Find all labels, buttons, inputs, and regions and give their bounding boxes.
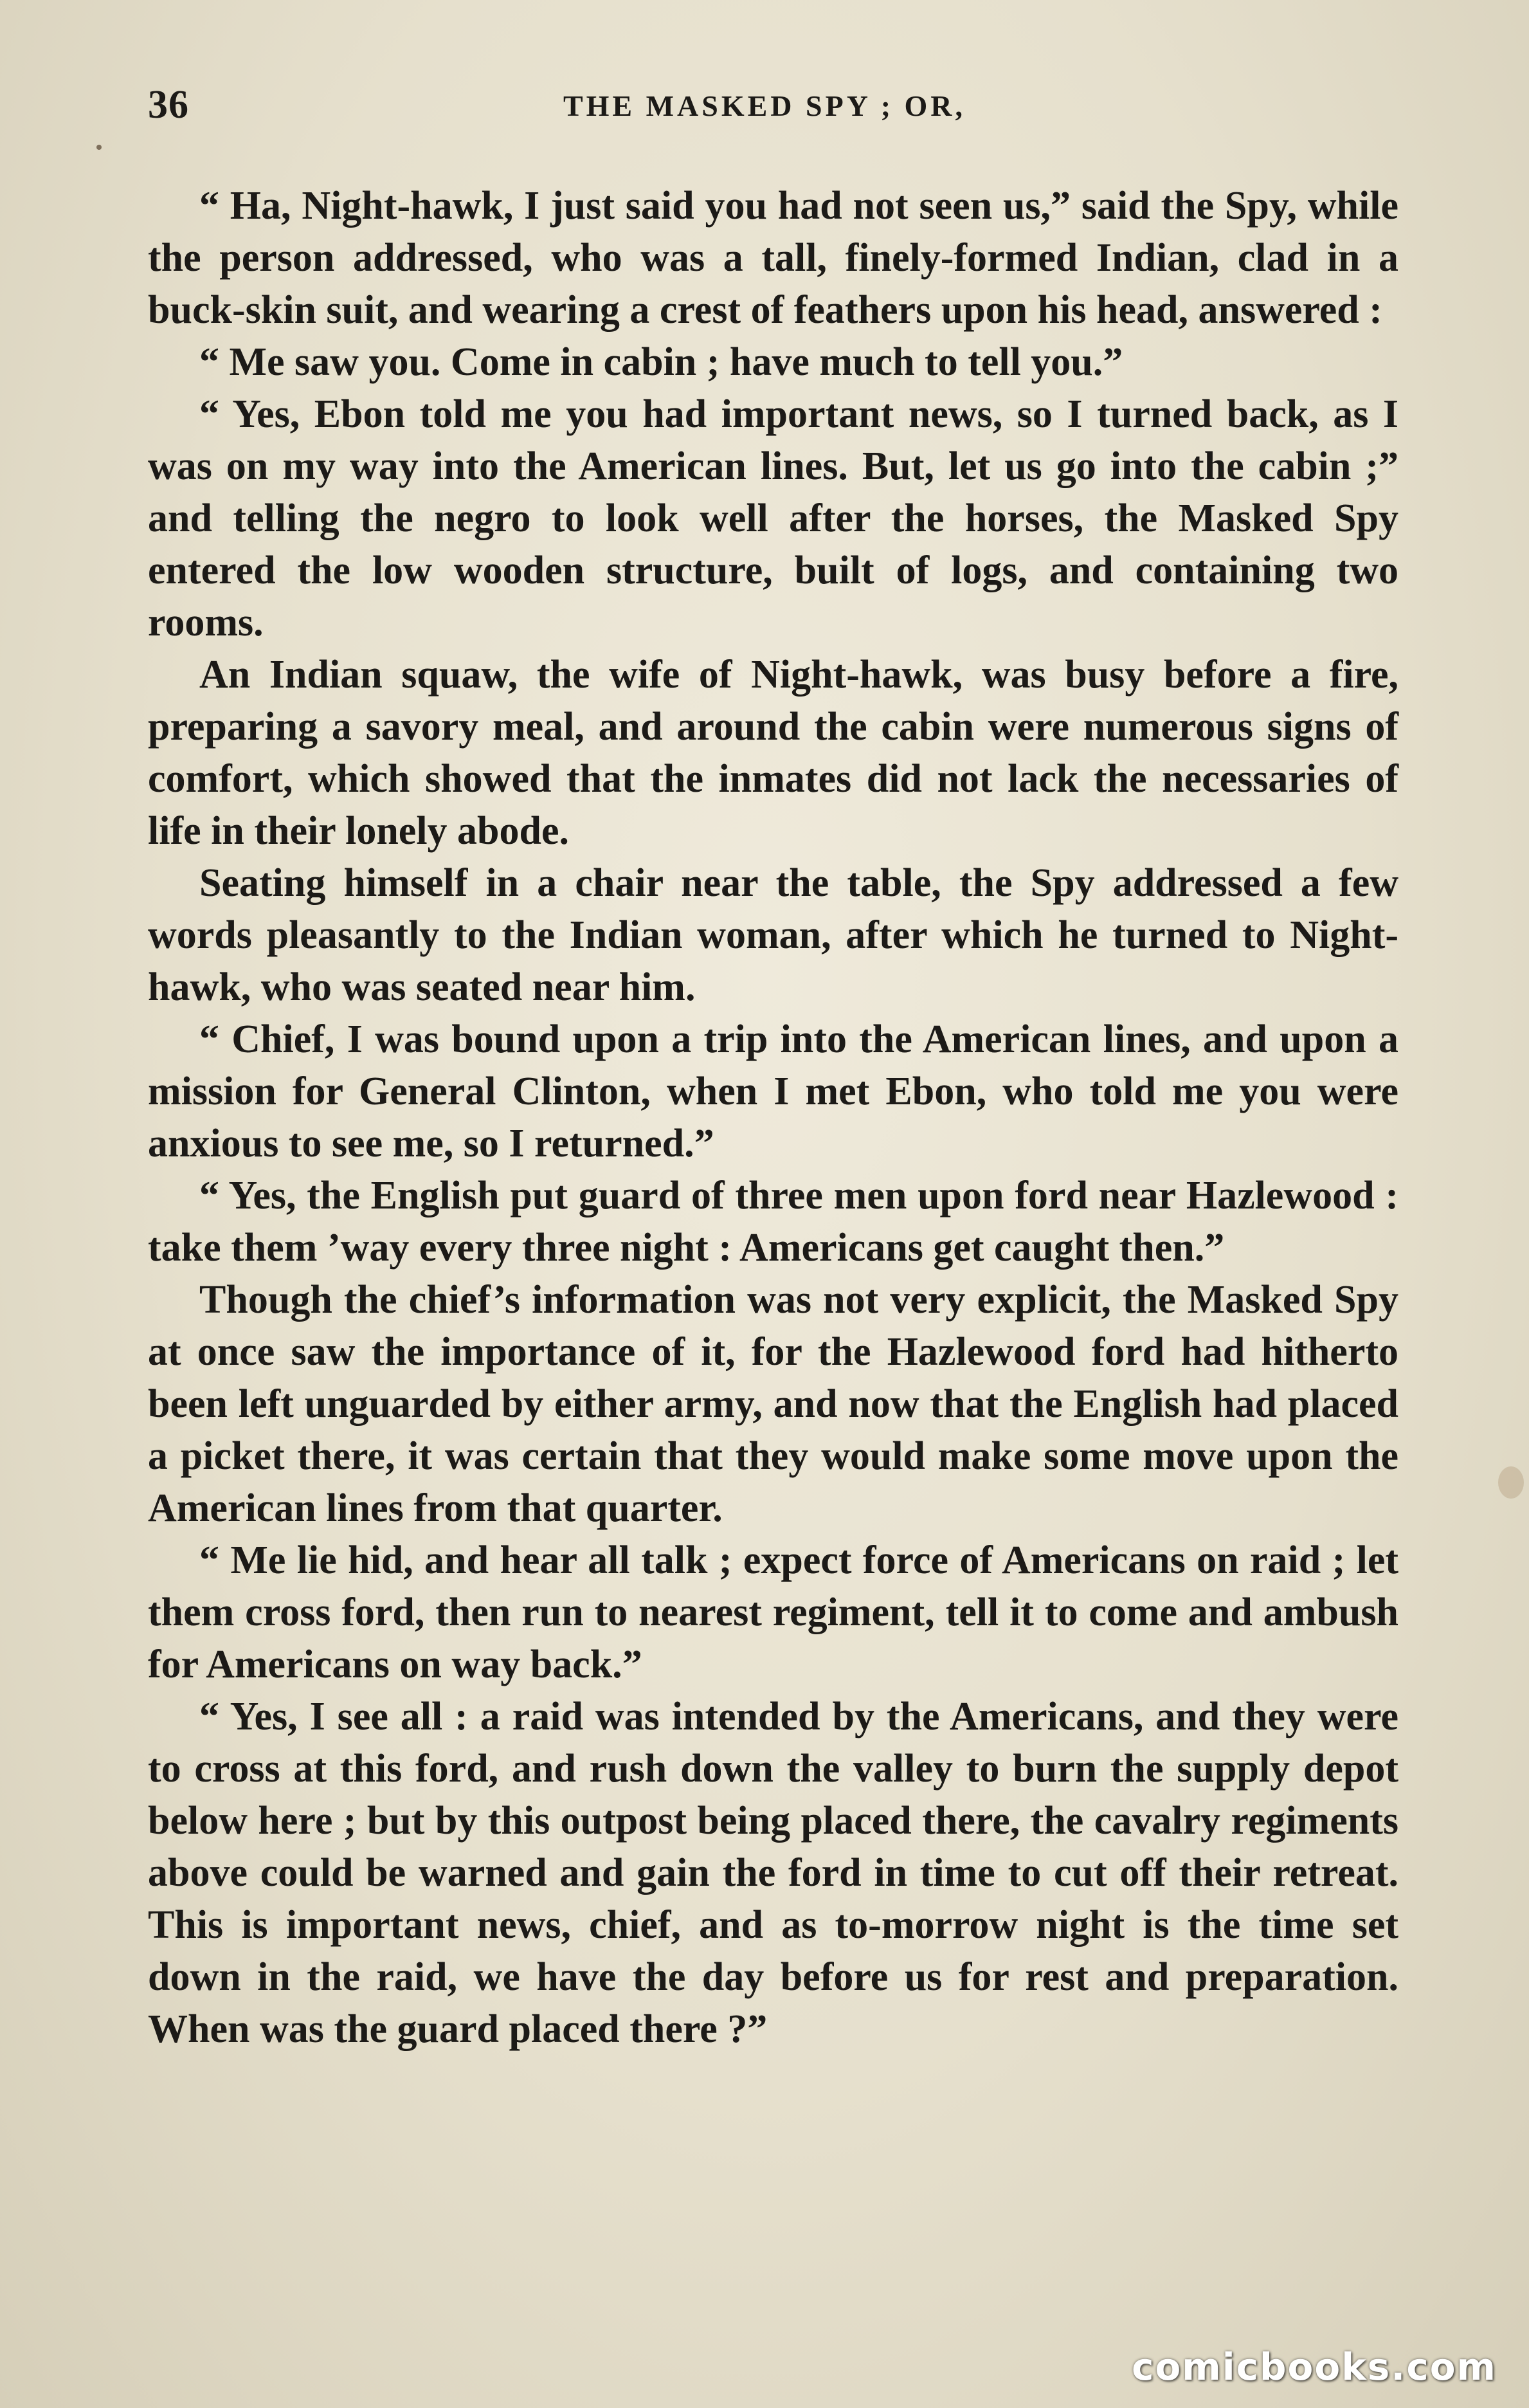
page-stain: [96, 145, 102, 150]
body-text: [148, 180, 1398, 2056]
page-stain: [1498, 1466, 1524, 1499]
paragraph: “ Me saw you. Come in cabin ; have much to tell you.”: [199, 340, 1123, 384]
page-number: 36: [148, 83, 189, 127]
paragraph: Seating himself in a chair near the table, the Spy addressed a few words pleasantly to the Indian woman, after which he turned to Night-hawk, who was seated near him.: [148, 861, 1398, 1009]
paragraph: “ Me lie hid, and hear all talk ; expect force of Americans on raid ; let them cross ford, then run to nearest regiment, tell it to come and ambush for Americans on way back.”: [148, 1538, 1398, 1686]
paragraph: “ Chief, I was bound upon a trip into the American lines, and upon a mission for General Clinton, when I met Ebon, who told me you were anxious to see me, so I returned.”: [148, 1017, 1398, 1165]
paragraph: “ Ha, Night-hawk, I just said you had not seen us,” said the Spy, while the person addressed, who was a tall, finely-formed Indian, clad in a buck-skin suit, and wearing a crest of feathers upon his head, answered :: [148, 184, 1398, 332]
paragraph: Though the chief’s information was not very explicit, the Masked Spy at once saw the importance of it, for the Hazlewood ford had hitherto been left unguarded by either army, and now that the English had placed a picket there, it was certain that they would make some move upon the American lines from that quarter.: [148, 1278, 1398, 1530]
running-head: THE MASKED SPY ; OR,: [563, 89, 966, 122]
paragraph: An Indian squaw, the wife of Night-hawk, was busy before a fire, preparing a savory meal, and around the cabin were numerous signs of comfort, which showed that the inmates did not lack the necessaries of life in their lonely abode.: [148, 653, 1398, 853]
paragraph: “ Yes, Ebon told me you had important news, so I turned back, as I was on my way into the American lines. But, let us go into the cabin ;” and telling the negro to look well after the horses, the Masked Spy entered the low wooden structure, built of logs, and containing two rooms.: [148, 392, 1398, 644]
paragraph: “ Yes, I see all : a raid was intended by the Americans, and they were to cross at this ford, and rush down the valley to burn the supply depot below here ; but by this outpost being placed there, the cavalry regiments above could be warned and gain the ford in time to cut off their retreat. This is important news, chief, and as to-morrow night is the time set down in the raid, we have the day before us for rest and preparation. When was the guard placed there ?”: [148, 1695, 1398, 2051]
watermark: comicbooks.com: [1132, 2345, 1497, 2389]
paragraph: “ Yes, the English put guard of three men upon ford near Hazlewood : take them ’way every three night : Americans get caught then.”: [148, 1174, 1398, 1270]
